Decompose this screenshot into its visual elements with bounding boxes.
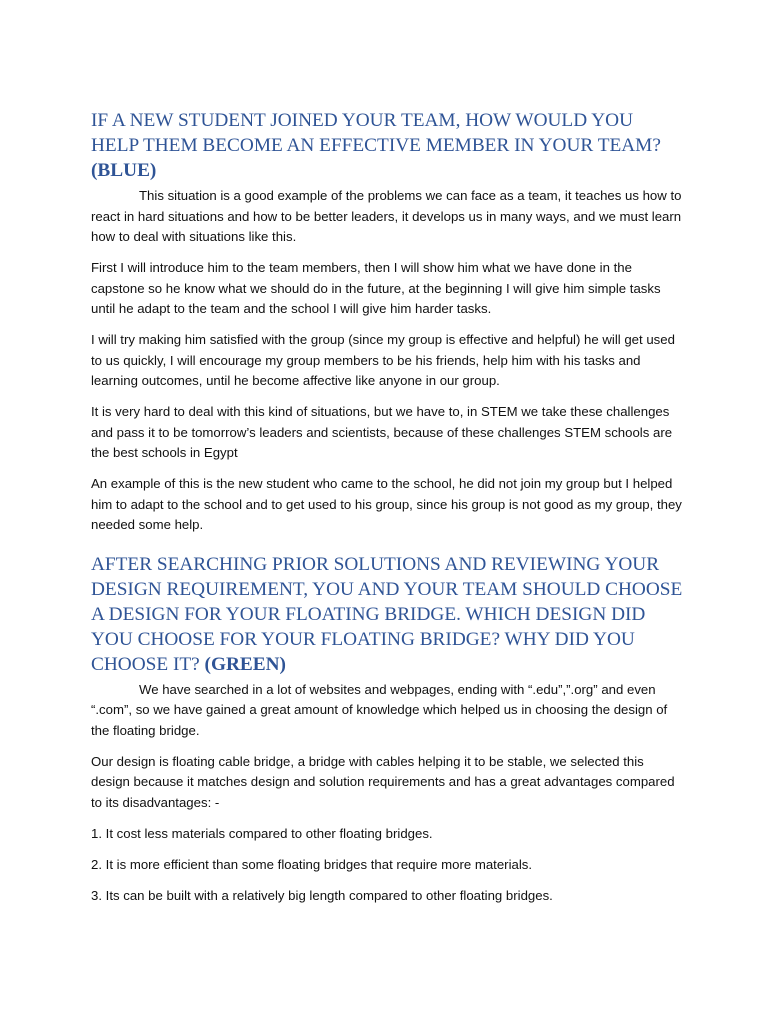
list-item: 2. It is more efficient than some floating bridges that require more materials. (91, 856, 533, 872)
list-item: 1. It cost less materials compared to other floating bridges. (91, 825, 433, 841)
paragraph: We have searched in a lot of websites and webpages, ending with “.edu”,”.org” and even “.com”, so we have gained a great amount of knowledge which helped us in choosing the design of the floating bridge. (91, 681, 668, 738)
heading-tag-green: (GREEN) (204, 653, 286, 675)
paragraph: Our design is floating cable bridge, a bridge with cables helping it to be stable, we selected this design because it matches design and solution requirements and has a great advantages compared to its disadvantages: - (91, 753, 675, 810)
paragraph: This situation is a good example of the problems we can face as a team, it teaches us how to react in hard situations and how to be better leaders, it develops us in many ways, and we must learn how to deal with situations like this. (91, 188, 682, 244)
paragraph: It is very hard to deal with this kind of situations, but we have to, in STEM we take these challenges and pass it to be tomorrow’s leaders and scientists, because of these challenges STEM schools are the best schools in Egypt (91, 404, 673, 460)
heading-text: AFTER SEARCHING PRIOR SOLUTIONS AND REVIEWING YOUR DESIGN REQUIREMENT, YOU AND YOUR TEAM SHOULD CHOOSE A DESIGN FOR YOUR FLOATING BRIDGE. WHICH DESIGN DID YOU CHOOSE FOR YOUR FLOATING BRIDGE? WHY DID YOU CHOOSE IT? (91, 553, 683, 675)
section-heading-new-student (91, 108, 683, 183)
document-content (91, 108, 683, 906)
section-heading-design-choice (91, 552, 683, 677)
paragraph: I will try making him satisfied with the group (since my group is effective and helpful) he will get used to us quickly, I will encourage my group members to be his friends, help him with his tasks and learning outcomes, until he become affective like anyone in our group. (91, 332, 675, 388)
heading-text: IF A NEW STUDENT JOINED YOUR TEAM, HOW WOULD YOU HELP THEM BECOME AN EFFECTIVE MEMBER IN YOUR TEAM? (91, 110, 661, 156)
paragraph: An example of this is the new student who came to the school, he did not join my group but I helped him to adapt to the school and to get used to his group, since his group is not good as my group, they needed some help. (91, 476, 682, 532)
heading-tag-blue: (BLUE) (91, 160, 157, 181)
list-item: 3. Its can be built with a relatively big length compared to other floating bridges. (91, 887, 553, 903)
paragraph: First I will introduce him to the team members, then I will show him what we have done in the capstone so he know what we should do in the future, at the beginning I will give him simple tasks until he adapt to the team and the school I will give him harder tasks. (91, 260, 661, 316)
